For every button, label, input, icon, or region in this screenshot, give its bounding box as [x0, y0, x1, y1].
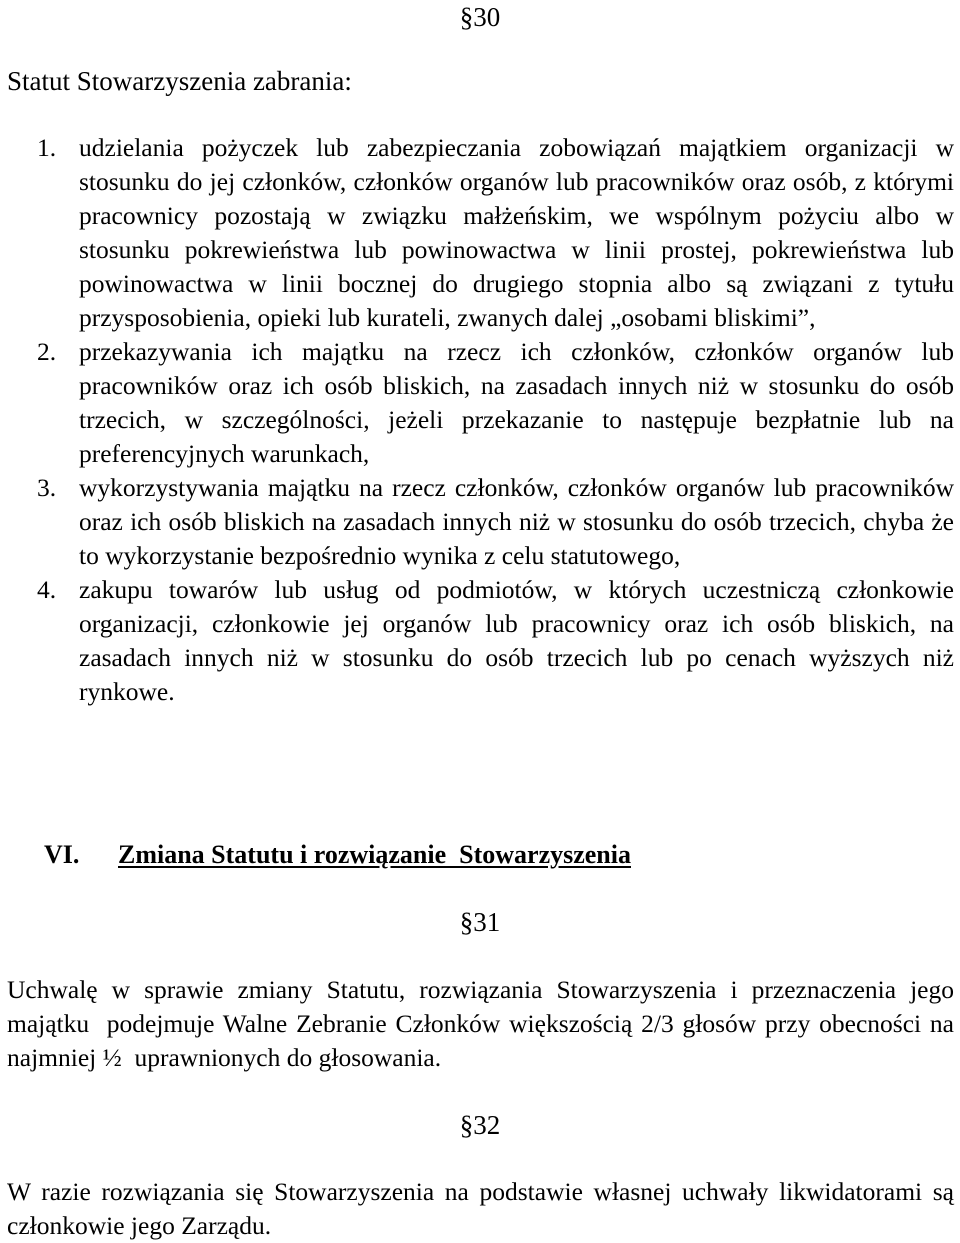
chapter-title: Zmiana Statutu i rozwiązanie Stowarzyszenia [118, 840, 631, 869]
list-item [7, 471, 954, 573]
list-item-text: przekazywania ich majątku na rzecz ich członków, członków organów lub pracowników oraz ich osób bliskich, na zasadach innych niż w stosunku do osób trzecich, w szczególności, jeżeli przekazanie to następuje bezpłatnie lub na preferencyjnych warunkach, [79, 337, 954, 468]
list-item-number: 3. [37, 473, 57, 502]
list-item [7, 131, 954, 335]
list-item [7, 335, 954, 471]
list-item-number: 4. [37, 575, 57, 604]
intro-text: Statut Stowarzyszenia zabrania: [7, 66, 352, 96]
section-30-heading: §30 [459, 2, 501, 32]
prohibitions-list [7, 131, 954, 709]
section-31-heading: §31 [459, 907, 501, 937]
chapter-number: VI. [44, 840, 80, 869]
section-32-heading: §32 [459, 1110, 501, 1140]
list-item-number: 1. [37, 133, 57, 162]
chapter-heading [44, 838, 631, 872]
list-item-text: zakupu towarów lub usług od podmiotów, w których uczestniczą członkowie organizacji, członkowie jej organów lub pracownicy oraz ich osób bliskich, na zasadach innych niż w stosunku do osób trzecich lub po cenach wyższych niż rynkowe. [79, 575, 954, 706]
list-item-text: wykorzystywania majątku na rzecz członków, członków organów lub pracowników oraz ich osób bliskich na zasadach innych niż w stosunku do osób trzecich, chyba że to wykorzystanie bezpośrednio wynika z celu statutowego, [79, 473, 954, 570]
list-item-text: udzielania pożyczek lub zabezpieczania zobowiązań majątkiem organizacji w stosunku do jej członków, członków organów lub pracowników oraz osób, z którymi pracownicy pozostają w związku małżeńskim, we wspólnym pożyciu albo w stosunku pokrewieństwa lub powinowactwa w linii prostej, pokrewieństwa lub powinowactwa w linii bocznej do drugiego stopnia albo są związani z tytułu przysposobienia, opieki lub kurateli, zwanych dalej „osobami bliskimi”, [79, 133, 954, 332]
section-32-paragraph: W razie rozwiązania się Stowarzyszenia na podstawie własnej uchwały likwidatorami są członkowie jego Zarządu. [7, 1177, 954, 1240]
list-item [7, 573, 954, 709]
section-31-paragraph: Uchwalę w sprawie zmiany Statutu, rozwiązania Stowarzyszenia i przeznaczenia jego majątku podejmuje Walne Zebranie Członków większością 2/3 głosów przy obecności na najmniej ½ uprawnionych do głosowania. [7, 975, 960, 1072]
list-item-number: 2. [37, 337, 57, 366]
